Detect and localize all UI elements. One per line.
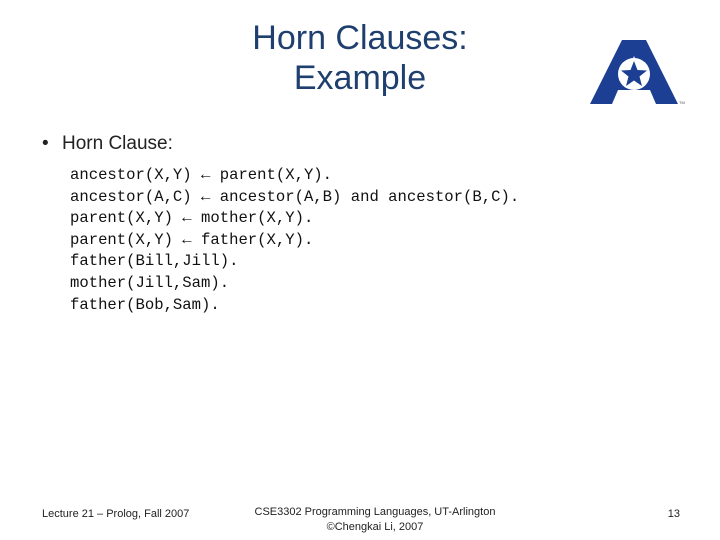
code-line: father(Bob,Sam). [70,295,220,314]
slide-title [180,18,540,98]
code-line: father(Bill,Jill). [70,252,239,271]
bullet-marker: • [42,133,49,154]
slide-title-line-2: Example [293,59,427,97]
uta-logo [586,34,686,112]
footer-course-line-1: CSE3302 Programming Languages, UT-Arlington [254,506,496,518]
code-line: ancestor(A,C) ← ancestor(A,B) and ancestor(B,C). [70,187,520,206]
code-line: ancestor(X,Y) ← parent(X,Y). [70,166,333,184]
code-line: parent(X,Y) ← father(X,Y). [70,230,314,249]
footer-course-line-2: ©Chengkai Li, 2007 [326,521,424,533]
footer-lecture: Lecture 21 – Prolog, Fall 2007 [42,508,190,520]
slide-title-line-1: Horn Clauses: [252,19,468,57]
page-number: 13 [667,508,680,520]
bullet-item [42,133,173,155]
code-line: mother(Jill,Sam). [70,273,230,292]
logo-trademark: TM [679,100,685,105]
code-line: parent(X,Y) ← mother(X,Y). [70,209,314,228]
footer-course [240,505,510,535]
code-block [70,165,519,316]
bullet-text: Horn Clause: [62,133,173,154]
